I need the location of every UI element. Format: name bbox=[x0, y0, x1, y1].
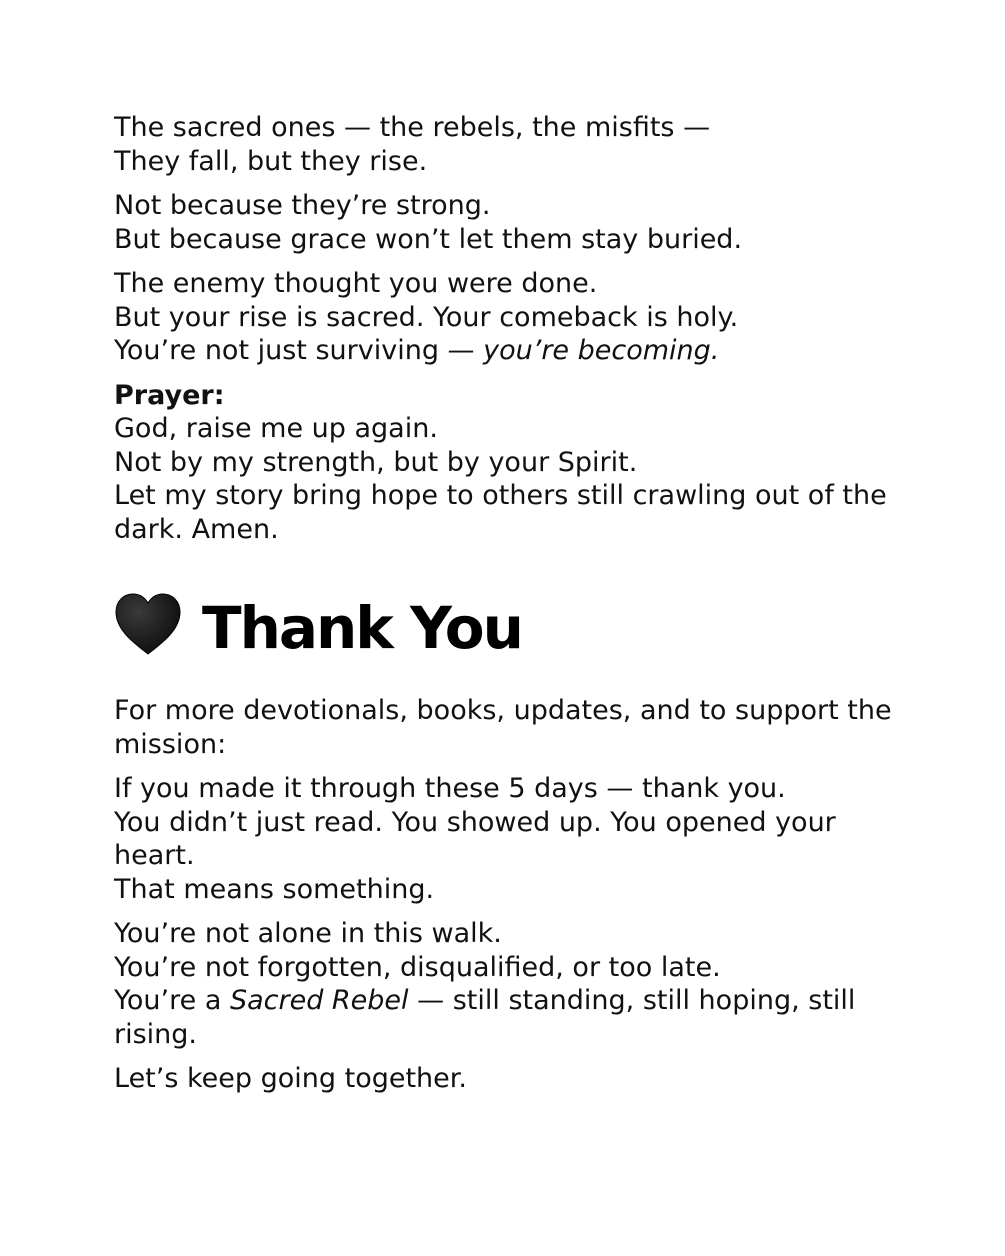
heading-title: Thank You bbox=[202, 594, 522, 662]
text-line: You’re not alone in this walk. bbox=[114, 918, 502, 949]
text-line: If you made it through these 5 days — thank you. bbox=[114, 773, 786, 804]
text-line: You didn’t just read. You showed up. You opened your heart. bbox=[114, 806, 836, 871]
text-line: Let’s keep going together. bbox=[114, 1063, 467, 1094]
thanks-paragraph-1 bbox=[114, 694, 904, 761]
text-line bbox=[114, 984, 904, 1051]
text-line: But because grace won’t let them stay buried. bbox=[114, 223, 743, 255]
thanks-paragraph-3 bbox=[114, 917, 904, 1051]
text-line: Not because they’re strong. bbox=[114, 190, 491, 221]
plain-text: You’re a bbox=[114, 985, 230, 1016]
text-line: The enemy thought you were done. bbox=[114, 268, 598, 299]
prayer-label: Prayer: bbox=[114, 379, 225, 411]
text-line: They fall, but they rise. bbox=[114, 145, 428, 177]
document-page bbox=[114, 111, 904, 1107]
emphasis-text: Sacred Rebel bbox=[229, 985, 409, 1016]
intro-paragraph-2 bbox=[114, 189, 904, 256]
thanks-paragraph-2 bbox=[114, 772, 904, 906]
intro-paragraph-1 bbox=[114, 111, 904, 178]
text-line: But your rise is sacred. Your comeback is holy. bbox=[114, 301, 739, 333]
text-line: For more devotionals, books, updates, and to support the mission: bbox=[114, 695, 892, 760]
thank-you-heading bbox=[114, 588, 904, 668]
text-line: Not by my strength, but by your Spirit. bbox=[114, 446, 638, 478]
text-line: The sacred ones — the rebels, the misfits — bbox=[114, 112, 711, 143]
black-heart-icon bbox=[114, 588, 202, 669]
thanks-paragraph-4 bbox=[114, 1062, 904, 1096]
text-line: God, raise me up again. bbox=[114, 413, 438, 444]
intro-paragraph-3 bbox=[114, 267, 904, 368]
text-line: That means something. bbox=[114, 873, 435, 905]
plain-text: You’re not just surviving — bbox=[114, 335, 484, 366]
plain-text: — still standing, still hoping, still rising. bbox=[114, 985, 856, 1050]
text-line bbox=[114, 334, 904, 368]
text-line: Let my story bring hope to others still crawling out of the dark. Amen. bbox=[114, 480, 887, 545]
emphasis-text: you’re becoming. bbox=[483, 335, 720, 366]
text-line: You’re not forgotten, disqualified, or too late. bbox=[114, 951, 721, 983]
prayer-paragraph bbox=[114, 379, 904, 547]
